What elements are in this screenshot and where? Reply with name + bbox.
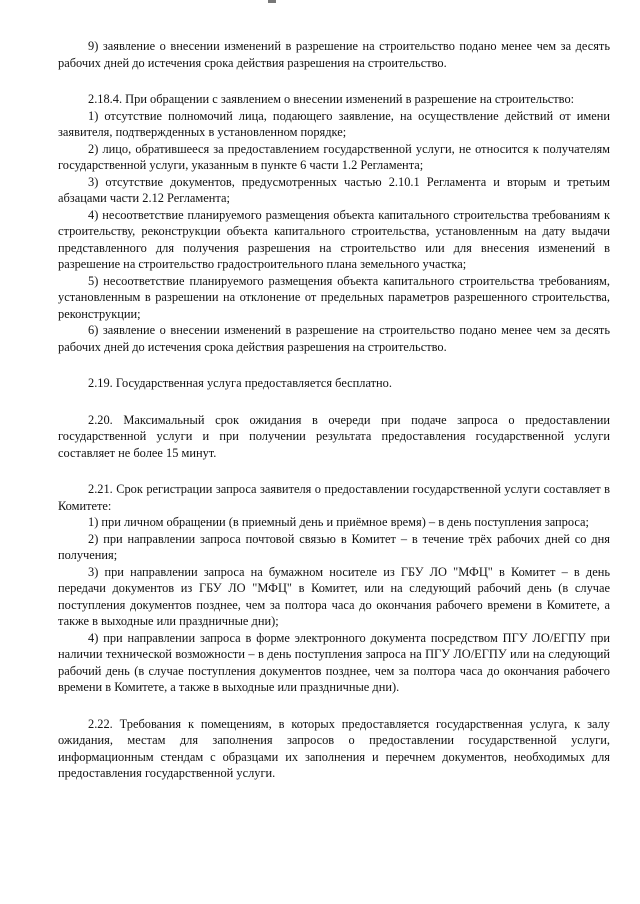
scan-artifact bbox=[268, 0, 276, 3]
registration-item-4: 4) при направлении запроса в форме электронного документа посредством ПГУ ЛО/ЕГПУ при наличии технической возможности – в день поступления запроса на ПГУ ЛО/ЕГПУ или на следующий рабочий день (в случае поступления документов позднее, чем за полтора часа до окончания рабочего времени в Комитете, а также в выходные или праздничные дни). bbox=[58, 630, 610, 694]
section-2-22: 2.22. Требования к помещениям, в которых предоставляется государственная услуга, к залу ожидания, местам для заполнения запросов о предоставлении государственной услуги, информационным стендам с образцами их заполнения и перечнем документов, необходимых для предоставления государственной услуги. bbox=[58, 716, 610, 780]
list-item-1: 1) отсутствие полномочий лица, подающего заявление, на осуществление действий от имени заявителя, подтвержденных в установленном порядке; bbox=[58, 108, 610, 139]
section-2-21: 2.21. Срок регистрации запроса заявителя о предоставлении государственной услуги составляет в Комитете: bbox=[58, 482, 610, 513]
section-2-20: 2.20. Максимальный срок ожидания в очереди при подаче запроса о предоставлении государственной услуги и при получении результата предоставления государственной услуги составляет не более 15 минут. bbox=[58, 412, 610, 460]
registration-item-3: 3) при направлении запроса на бумажном носителе из ГБУ ЛО "МФЦ" в Комитет – в день передачи документов из ГБУ ЛО "МФЦ" в Комитет, или на следующий рабочий день (в случае поступления документов позднее, чем за полтора часа до окончания рабочего времени в Комитете, а также в выходные или праздничные дни); bbox=[58, 564, 610, 628]
registration-item-1: 1) при личном обращении (в приемный день и приёмное время) – в день поступления запроса; bbox=[88, 515, 589, 529]
section-2-18-4-heading: 2.18.4. При обращении с заявлением о внесении изменений в разрешение на строительство: bbox=[88, 92, 575, 106]
paragraph-9-item: 9) заявление о внесении изменений в разрешение на строительство подано менее чем за десять рабочих дней до истечения срока действия разрешения на строительство. bbox=[58, 39, 610, 70]
registration-item-2: 2) при направлении запроса почтовой связью в Комитет – в течение трёх рабочих дней со дня получения; bbox=[58, 531, 610, 562]
document-body bbox=[58, 38, 610, 782]
list-item-2: 2) лицо, обратившееся за предоставлением государственной услуги, не относится к получателям государственной услуги, указанным в пункте 6 части 1.2 Регламента; bbox=[58, 141, 610, 172]
list-item-6: 6) заявление о внесении изменений в разрешение на строительство подано менее чем за десять рабочих дней до истечения срока действия разрешения на строительство. bbox=[58, 323, 610, 354]
list-item-4: 4) несоответствие планируемого размещения объекта капитального строительства требованиям к строительству, реконструкции объекта капитального строительства, установленным на дату выдачи представленного для получения разрешения на строительство или для внесения изменений в разрешение на строительство градостроительного плана земельного участка; bbox=[58, 207, 610, 271]
list-item-3: 3) отсутствие документов, предусмотренных частью 2.10.1 Регламента и вторым и третьим абзацами части 2.12 Регламента; bbox=[58, 174, 610, 205]
section-2-19: 2.19. Государственная услуга предоставляется бесплатно. bbox=[88, 376, 392, 390]
list-item-5: 5) несоответствие планируемого размещения объекта капитального строительства требованиям, установленным в разрешении на отклонение от предельных параметров разрешенного строительства, реконструкции; bbox=[58, 273, 610, 321]
